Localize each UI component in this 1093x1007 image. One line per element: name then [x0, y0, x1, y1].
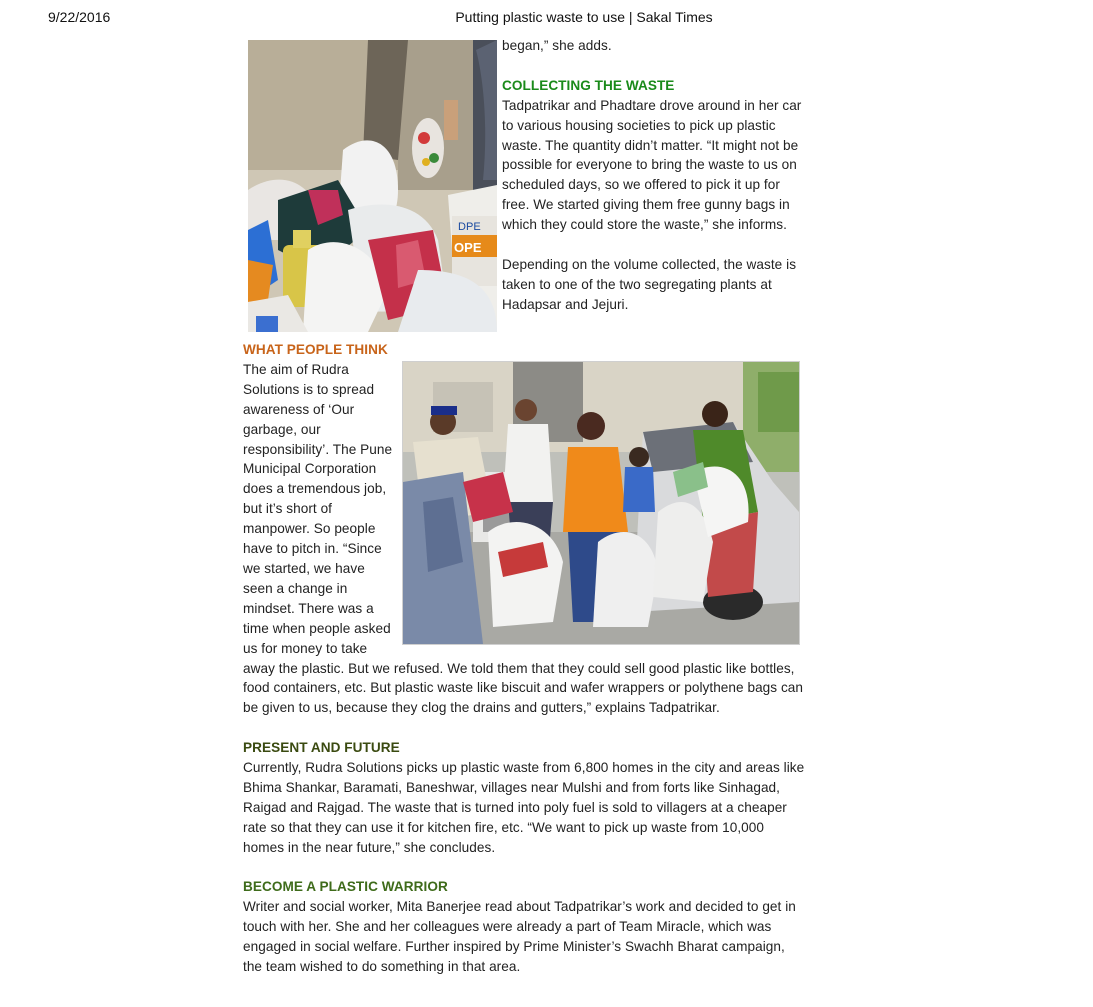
- intro-fragment: began,” she adds.: [502, 38, 612, 53]
- print-page-title: Putting plastic waste to use | Sakal Times: [455, 9, 713, 25]
- section-heading-collecting: COLLECTING THE WASTE: [502, 77, 675, 93]
- volunteers-loading-photo: [402, 361, 800, 645]
- section-heading-people: WHAT PEOPLE THINK: [243, 342, 388, 357]
- bag-print-label: DPE: [458, 221, 481, 233]
- section-heading-warrior: BECOME A PLASTIC WARRIOR: [243, 879, 448, 895]
- section-heading-future: PRESENT AND FUTURE: [243, 740, 400, 756]
- paragraph: The aim of Rudra Solutions is to spread awareness of ‘Our garbage, our responsibility’. The Pune Municipal Corporation does a tremendous job, but it’s short of manpower. So people have to pitch in. “Since we started, we have seen a change in mindset. There was a time when people asked us for money to take away the plastic. But we refused. We told them that they could sell good plastic like bottles, food containers, etc. But plastic waste like biscuit and wafer wrappers or polythene bags can be given to us, because they clog the drains and gutters,” explains Tadpatrikar.: [243, 361, 804, 716]
- paragraph: Depending on the volume collected, the waste is taken to one of the two segregating plants at Hadapsar and Jejuri.: [502, 256, 797, 312]
- bag-print-label: OPE: [454, 240, 482, 255]
- waste-bags-photo: [248, 40, 497, 332]
- print-date: 9/22/2016: [48, 9, 111, 25]
- paragraph: Currently, Rudra Solutions picks up plastic waste from 6,800 homes in the city and areas like Bhima Shankar, Baramati, Baneshwar, villages near Mulshi and from forts like Sinhagad, Raigad and Rajgad. The waste that is turned into poly fuel is sold to villagers at a cheaper rate so that they can use it for kitchen fire, etc. “We want to pick up waste from 10,000 homes in the near future,” she concludes.: [243, 760, 805, 855]
- paragraph: Tadpatrikar and Phadtare drove around in her car to various housing societies to pick up plastic waste. The quantity didn’t matter. “It might not be possible for everyone to bring the waste to us on scheduled days, so we offered to pick it up for free. We started giving them free gunny bags in which they could store the waste,” she informs.: [502, 97, 802, 233]
- article-body: [243, 36, 805, 977]
- print-header: [0, 9, 1093, 27]
- paragraph: Writer and social worker, Mita Banerjee read about Tadpatrikar’s work and decided to get in touch with her. She and her colleagues were already a part of Team Miracle, which was engaged in social welfare. Further inspired by Prime Minister’s Swachh Bharat campaign, the team wished to do something in that area.: [243, 899, 796, 975]
